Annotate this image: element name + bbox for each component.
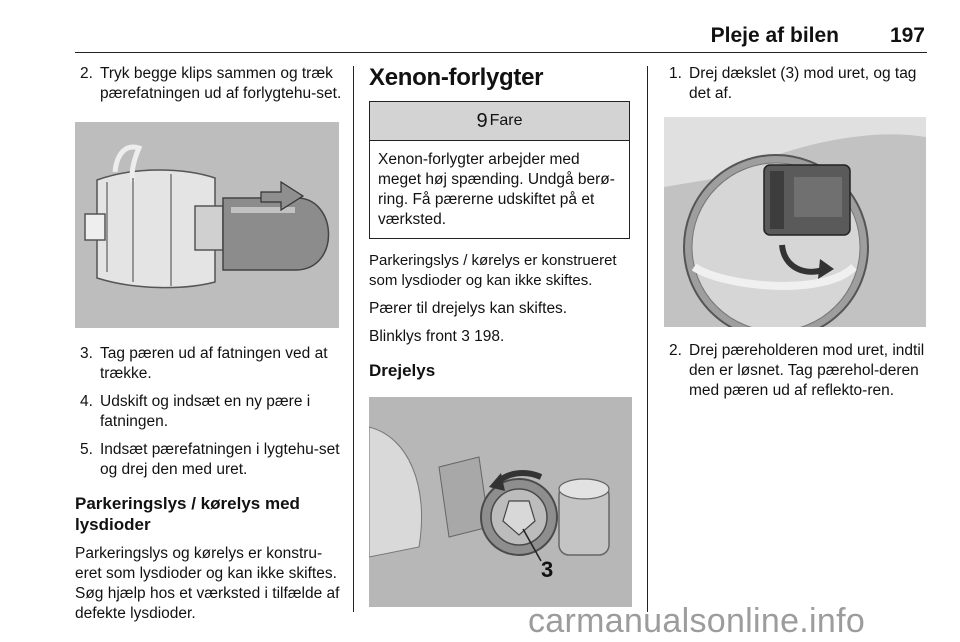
- xenon-paragraph-3: [369, 327, 633, 347]
- danger-text: Xenon-forlygter arbejder med meget høj spænding. Undgå berø-ring. Få pærerne udskiftet på et værksted.: [378, 151, 615, 228]
- page-header: [75, 22, 927, 53]
- step-item: [664, 64, 928, 104]
- step-item: [664, 341, 928, 401]
- step-text: Udskift og indsæt en ny pære i fatningen.: [100, 393, 311, 430]
- step-list-bottom: [75, 344, 343, 480]
- bulb-holder-turn-figure: [664, 117, 926, 327]
- step-item: [75, 440, 343, 480]
- bulb-holder-figure: [75, 122, 339, 328]
- step-number: 3.: [80, 345, 93, 362]
- step-list-right-top: [664, 64, 928, 104]
- section-heading-drejelys: Drejelys: [369, 361, 436, 380]
- section-title-xenon: Xenon-forlygter: [369, 64, 544, 91]
- turn-light-figure: [369, 397, 632, 607]
- step-number: 5.: [80, 441, 93, 458]
- step-list-top: [75, 64, 343, 104]
- page-number: 197: [889, 24, 925, 47]
- middle-column: [369, 64, 633, 607]
- left-column: [75, 64, 343, 624]
- warning-triangle-icon: 9: [476, 109, 488, 132]
- danger-label: Fare: [489, 112, 523, 129]
- column-divider-left: [353, 66, 354, 612]
- step-number: 1.: [669, 65, 682, 82]
- step-text: Indsæt pærefatningen i lygtehu-set og drej den med uret.: [100, 441, 340, 478]
- danger-box-header: [370, 102, 629, 141]
- step-number: 2.: [80, 65, 93, 82]
- step-item: [75, 64, 343, 104]
- headlamp-opening-illustration: [664, 117, 926, 327]
- header-title: Pleje af bilen: [710, 24, 839, 47]
- step-number: 4.: [80, 393, 93, 410]
- step-text: Drej pæreholderen mod uret, indtil den er løsnet. Tag pærehol-deren med pæren ud af reflekto-ren.: [689, 342, 925, 399]
- xref-arrow-icon: 3: [461, 328, 470, 345]
- xenon-paragraph-2: Pærer til drejelys kan skiftes.: [369, 300, 568, 317]
- xref-page: 198.: [474, 328, 505, 345]
- step-item: [75, 344, 343, 384]
- cover-rotation-illustration: [369, 397, 632, 607]
- step-number: 2.: [669, 342, 682, 359]
- callout-number: 3: [541, 557, 554, 582]
- xref-text: Blinklys front: [369, 328, 457, 345]
- right-column: [664, 64, 928, 401]
- xenon-paragraph-1: Parkeringslys / kørelys er konstrueret som lysdioder og kan ikke skiftes.: [369, 252, 617, 289]
- danger-box: [369, 101, 630, 239]
- watermark: carmanualsonline.info: [528, 602, 866, 640]
- step-text: Tag pæren ud af fatningen ved at trække.: [100, 345, 328, 382]
- step-text: Tryk begge klips sammen og træk pærefatningen ud af forlygtehu-set.: [100, 65, 342, 102]
- step-item: [75, 392, 343, 432]
- led-paragraph: Parkeringslys og kørelys er konstru-eret som lysdioder og kan ikke skiftes. Søg hjælp hos et værksted i tilfælde af defekte lysdioder.: [75, 545, 340, 622]
- bulb-holder-removal-illustration: [75, 122, 339, 328]
- step-text: Drej dækslet (3) mod uret, og tag det af.: [689, 65, 917, 102]
- section-heading-led: Parkeringslys / kørelys med lysdioder: [75, 494, 300, 534]
- column-divider-right: [647, 66, 648, 612]
- step-list-right-bottom: [664, 341, 928, 401]
